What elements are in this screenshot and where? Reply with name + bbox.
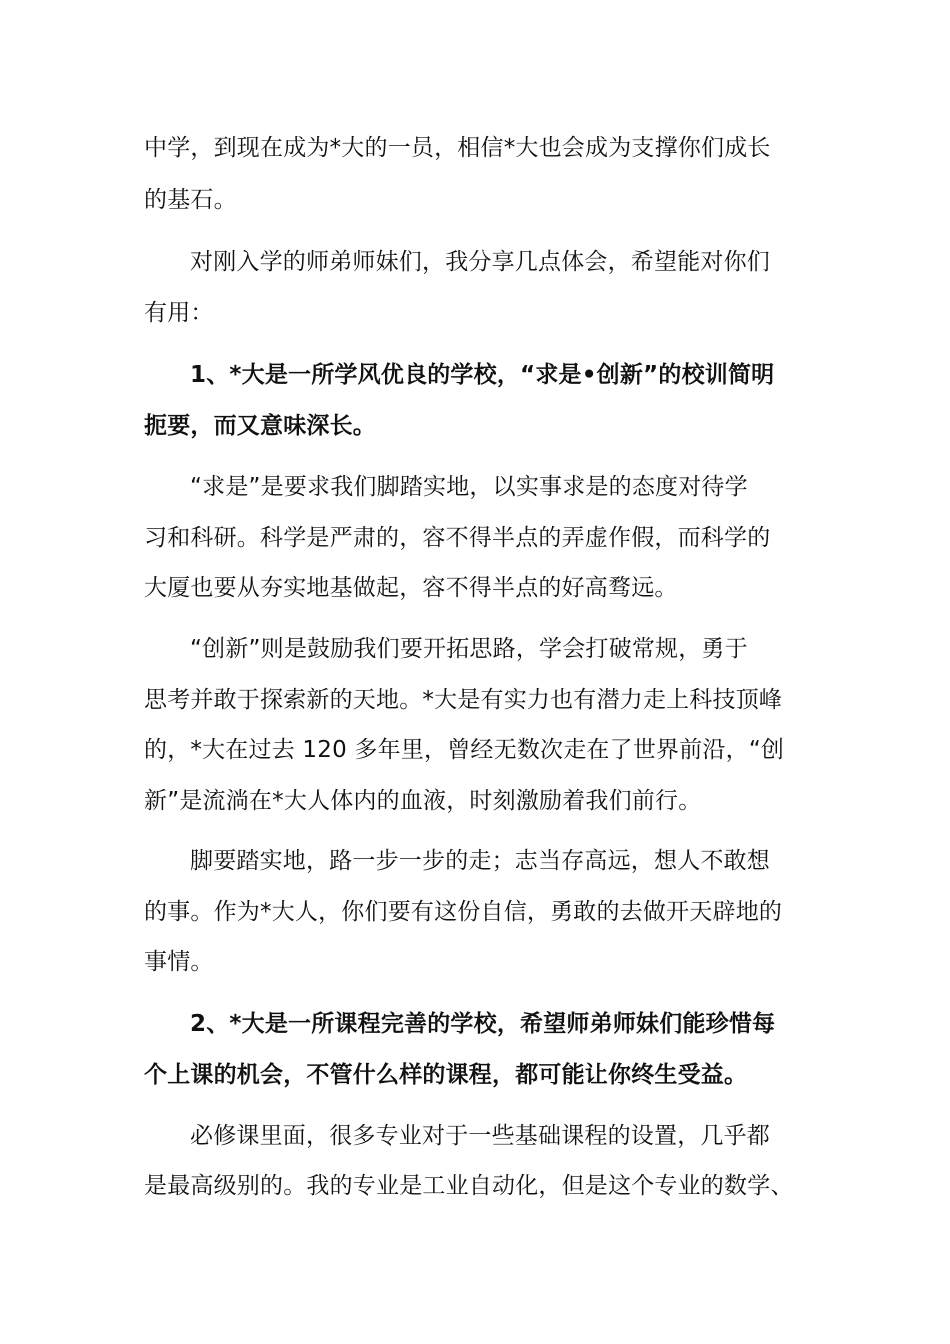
text-line: 习和科研。科学是严肃的，容不得半点的弄虚作假，而科学的 [144, 525, 771, 551]
text-line: 大厦也要从夯实地基做起，容不得半点的好高骛远。 [144, 575, 678, 601]
text-line: 新”是流淌在*大人体内的血液，时刻激励着我们前行。 [144, 788, 702, 814]
text-line: 思考并敢于探索新的天地。*大是有实力也有潜力走上科技顶峰 [144, 687, 783, 713]
text-line: 有用： [144, 300, 214, 326]
text-line: 的，*大在过去 120 多年里，曾经无数次走在了世界前沿，“创 [144, 737, 785, 763]
section-heading-line: 个上课的机会，不管什么样的课程，都可能让你终生受益。 [144, 1062, 748, 1088]
text-line: 事情。 [144, 949, 214, 975]
text-line: 的事。作为*大人，你们要有这份自信，勇敢的去做开天辟地的 [144, 899, 783, 925]
text-line: 中学，到现在成为*大的一员，相信*大也会成为支撑你们成长 [144, 135, 771, 161]
text-line: “求是”是要求我们脚踏实地，以实事求是的态度对待学 [190, 474, 748, 500]
text-line: 必修课里面，很多专业对于一些基础课程的设置，几乎都 [190, 1123, 770, 1149]
text-line: 是最高级别的。我的专业是工业自动化，但是这个专业的数学、 [144, 1173, 794, 1199]
section-heading-line: 1、*大是一所学风优良的学校，“求是•创新”的校训简明 [190, 362, 775, 388]
text-line: 脚要踏实地，路一步一步的走；志当存高远，想人不敢想 [190, 848, 770, 874]
text-line: 对刚入学的师弟师妹们，我分享几点体会，希望能对你们 [190, 249, 770, 275]
text-line: 的基石。 [144, 187, 237, 213]
section-heading-line: 扼要，而又意味深长。 [144, 413, 376, 439]
section-heading-line: 2、*大是一所课程完善的学校，希望师弟师妹们能珍惜每 [190, 1011, 776, 1037]
text-line: “创新”则是鼓励我们要开拓思路，学会打破常规，勇于 [190, 636, 748, 662]
